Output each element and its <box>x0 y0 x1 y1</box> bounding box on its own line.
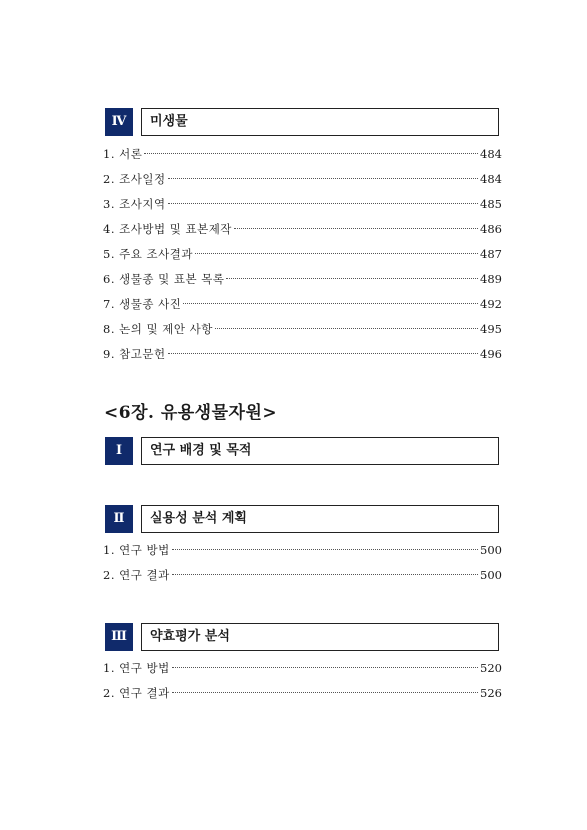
toc-entry[interactable] <box>103 660 502 685</box>
toc-page-number: 484 <box>480 147 502 161</box>
toc-entry[interactable] <box>103 221 502 246</box>
toc-entry-label: 2. 조사일정 <box>103 172 166 186</box>
toc-leader-dots <box>172 573 478 575</box>
toc-page-number: 485 <box>480 197 502 211</box>
toc-page-number: 489 <box>480 272 502 286</box>
toc-entry[interactable] <box>103 271 502 296</box>
toc-leader-dots <box>172 666 478 668</box>
toc-page-number: 520 <box>480 661 502 675</box>
toc-entry-label: 3. 조사지역 <box>103 197 166 211</box>
toc-entry-label: 6. 생물종 및 표본 목록 <box>103 272 225 286</box>
chapter-title: <6장. 유용생물자원> <box>104 403 278 423</box>
toc-page-number: 526 <box>480 686 502 700</box>
toc-leader-dots <box>183 302 478 304</box>
toc-page-number: 486 <box>480 222 502 236</box>
toc-entry-label: 5. 주요 조사결과 <box>103 247 193 261</box>
toc-leader-dots <box>168 352 478 354</box>
toc-page-number: 496 <box>480 347 502 361</box>
toc-entry[interactable] <box>103 321 502 346</box>
toc-entry[interactable] <box>103 296 502 321</box>
toc-entry[interactable] <box>103 685 502 710</box>
toc-leader-dots <box>195 252 478 254</box>
toc-list-iii <box>103 660 502 710</box>
toc-entry-label: 4. 조사방법 및 표본제작 <box>103 222 232 236</box>
toc-entry[interactable] <box>103 146 502 171</box>
section-title: 연구 배경 및 목적 <box>141 437 499 465</box>
toc-entry-label: 7. 생물종 사진 <box>103 297 182 311</box>
toc-entry-label: 2. 연구 결과 <box>103 686 170 700</box>
toc-leader-dots <box>172 548 478 550</box>
toc-leader-dots <box>234 227 478 229</box>
toc-page-number: 495 <box>480 322 502 336</box>
section-header-i <box>105 437 499 465</box>
toc-list-ii <box>103 542 502 592</box>
section-title: 약효평가 분석 <box>141 623 499 651</box>
section-number: Ⅲ <box>105 623 133 651</box>
toc-page-number: 500 <box>480 568 502 582</box>
toc-entry[interactable] <box>103 246 502 271</box>
toc-leader-dots <box>215 327 478 329</box>
toc-entry[interactable] <box>103 346 502 371</box>
toc-entry-label: 2. 연구 결과 <box>103 568 170 582</box>
toc-leader-dots <box>168 202 478 204</box>
toc-entry-label: 9. 참고문헌 <box>103 347 166 361</box>
toc-leader-dots <box>144 152 478 154</box>
toc-page-number: 500 <box>480 543 502 557</box>
section-number: Ⅳ <box>105 108 133 136</box>
toc-leader-dots <box>226 277 478 279</box>
toc-page-number: 484 <box>480 172 502 186</box>
section-title: 실용성 분석 계획 <box>141 505 499 533</box>
toc-entry[interactable] <box>103 542 502 567</box>
toc-entry[interactable] <box>103 196 502 221</box>
toc-page-number: 487 <box>480 247 502 261</box>
section-header-iv <box>105 108 499 136</box>
toc-entry[interactable] <box>103 567 502 592</box>
section-title: 미생물 <box>141 108 499 136</box>
toc-entry-label: 1. 연구 방법 <box>103 543 170 557</box>
toc-list-iv <box>103 146 502 371</box>
section-header-ii <box>105 505 499 533</box>
section-header-iii <box>105 623 499 651</box>
toc-leader-dots <box>168 177 478 179</box>
section-number: Ⅱ <box>105 505 133 533</box>
toc-entry-label: 1. 연구 방법 <box>103 661 170 675</box>
toc-entry[interactable] <box>103 171 502 196</box>
section-number: Ⅰ <box>105 437 133 465</box>
toc-entry-label: 1. 서론 <box>103 147 143 161</box>
toc-entry-label: 8. 논의 및 제안 사항 <box>103 322 213 336</box>
toc-leader-dots <box>172 691 478 693</box>
toc-page-number: 492 <box>480 297 502 311</box>
